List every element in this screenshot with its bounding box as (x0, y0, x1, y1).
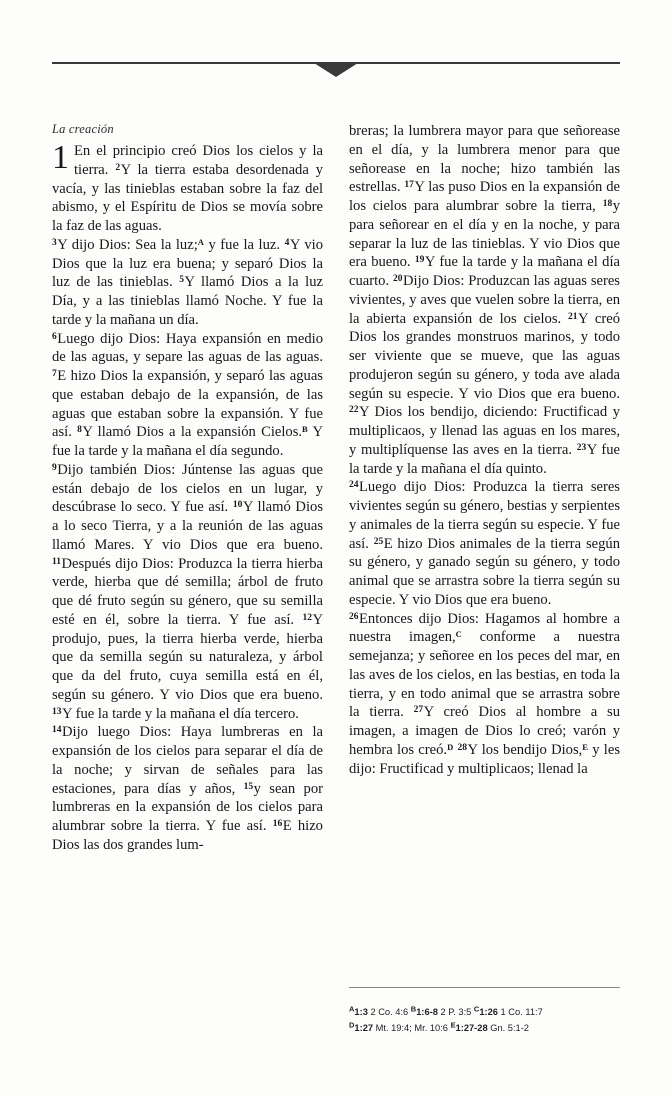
verse-number: 13 (52, 706, 62, 717)
footnotes-block (349, 1003, 620, 1036)
text-run: Y llamó Dios a la luz Día, y a las tinieblas llamó Noche. Y fue la tarde y la mañana un día. (52, 274, 323, 328)
text-run: Dijo luego Dios: Haya lumbreras en la expansión de los cielos para separar el día de la noche; y sirvan de señales para las estaciones, para días y años, (52, 724, 323, 797)
verse-number: 14 (52, 725, 62, 736)
footnote-entry-text: 2 P. 3:5 (440, 1006, 474, 1017)
section-title: La creación (52, 122, 114, 136)
footnote-entry-ref: 1:26 (479, 1006, 501, 1017)
footnote-marker[interactable]: C (455, 629, 462, 640)
paragraph (52, 330, 323, 461)
footnote-entry (410, 1004, 474, 1017)
left-column (52, 122, 323, 1042)
text-run: y para señorear en el día y en la noche, y para separar la luz de las tinieblas. Y vio Dios que era bueno. (349, 198, 620, 271)
verse-number: 17 (404, 180, 414, 191)
footnote-entry-marker: A (349, 1004, 355, 1014)
text-run: Y fue la tarde y la mañana el día quinto. (349, 441, 620, 477)
text-run: y sean por lumbreras en la expansión de los cielos para alumbrar sobre la tierra. Y fue así. (52, 780, 323, 834)
paragraph (349, 122, 620, 478)
text-run: Luego dijo Dios: Produzca la tierra seres vivientes según su género, bestias y serpientes y animales de la tierra según su especie. Y fue así. (349, 479, 620, 552)
text-run: E hizo Dios la expansión, y separó las aguas que estaban debajo de la expansión, de las aguas que estaban sobre la expansión. Y fue así. (52, 368, 323, 441)
verse-number: 5 (179, 275, 184, 286)
paragraph (349, 478, 620, 609)
footnote-entry (349, 1020, 451, 1034)
verse-number: 10 (232, 500, 243, 511)
paragraph (349, 610, 620, 779)
text-run: Y llamó Dios a lo seco Tierra, y a la reunión de las aguas llamó Mares. Y vio Dios que era bueno. (52, 499, 323, 553)
verse-number: 2 (115, 162, 121, 173)
verse-number: 7 (52, 369, 57, 380)
verse-number: 28 (457, 742, 467, 753)
verse-number: 18 (602, 199, 613, 210)
footnote-line (349, 1020, 620, 1036)
footnote-marker[interactable]: D (447, 741, 454, 752)
text-run: conforme a nuestra semejanza; y señoree en los peces del mar, en las aves de los cielos, en las bestias, en toda la tierra, y en todo animal que se arrastra sobre la tierra. (349, 629, 620, 721)
footnote-entry-ref: 1:27 (354, 1023, 376, 1034)
verse-number: 16 (272, 819, 283, 830)
chapter-number: 1 (52, 139, 69, 176)
text-run: E hizo Dios las dos grandes lum- (52, 818, 323, 853)
footnote-entry (450, 1020, 529, 1034)
text-run: Y vio Dios que la luz era buena; y separó Dios la luz de las tinieblas. (52, 236, 323, 291)
verse-number: 6 (52, 331, 57, 342)
triangle-down-icon (314, 63, 358, 77)
text-run: Y llamó Dios a la expansión Cielos. (82, 424, 303, 441)
verse-number: 12 (302, 612, 312, 623)
verse-number: 3 (52, 237, 57, 248)
footnote-entry (349, 1004, 411, 1017)
text-run: Después dijo Dios: Produzca la tierra hierba verde, hierba que dé semilla; árbol de fruto que dé fruto según su género, que su semilla esté en él, sobre la tierra. Y fue así. (52, 555, 323, 628)
paragraph (52, 236, 323, 330)
text-run: Dijo Dios: Produzcan las aguas seres vivientes, y aves que vuelen sobre la tierra, en la abierta expansión de los cielos. (349, 273, 620, 327)
footnotes-divider (349, 987, 620, 988)
text-run: En el principio creó Dios los cielos y la tierra. (74, 143, 323, 178)
text-run: Y dijo Dios: Sea la luz; (57, 236, 198, 253)
text-run: Y produjo, pues, la tierra hierba verde, hierba que da semilla según su naturaleza, y árbol que da del fruto, cuya semilla está en él, según su género. Y vio Dios que era bueno. (52, 611, 323, 703)
footnote-entry-ref: 1:27-28 (455, 1023, 491, 1034)
footnote-entry-marker: D (349, 1020, 355, 1030)
text-run: E hizo Dios animales de la tierra según su género, y ganado según su género, y todo animal que se arrastra sobre la tierra según su especie. Y vio Dios que era bueno. (349, 535, 621, 608)
text-run: Y fue la tarde y la mañana el día tercero. (62, 705, 299, 722)
footnote-entry-marker: C (473, 1004, 480, 1014)
verse-number: 19 (414, 255, 425, 266)
verse-number: 20 (392, 274, 403, 285)
text-run: Y Dios los bendijo, diciendo: Fructificad y multiplicaos, y llenad las aguas en los mares, y multiplíquense las aves en la tierra. (349, 404, 620, 458)
verse-number: 22 (349, 405, 359, 416)
paragraph (52, 139, 323, 236)
text-run: Entonces dijo Dios: Hagamos al hombre a nuestra imagen, (349, 610, 620, 646)
left-column-body (52, 139, 323, 855)
footnote-line (349, 1003, 620, 1019)
text-run: breras; la lumbrera mayor para que señorease en el día, y la lumbrera menor para que señorease en la noche; hizo también las estrellas. (349, 123, 620, 196)
text-run: Y los bendijo Dios, (467, 741, 583, 758)
verse-number: 21 (568, 311, 578, 322)
text-run: Y creó Dios los grandes monstruos marinos, y todo ser viviente que se mueve, que las aguas produjeron según su género, y toda ave alada según su especie. Y vio Dios que era bueno. (349, 310, 620, 402)
text-run: Y creó Dios al hombre a su imagen, a imagen de Dios lo creó; varón y hembra los creó. (349, 704, 621, 758)
footnote-entry-text: 2 Co. 4:6 (370, 1006, 411, 1017)
footnote-marker[interactable]: A (197, 236, 204, 247)
paragraph (52, 461, 323, 724)
text-run: Y la tierra estaba desordenada y vacía, y las tinieblas estaban sobre la faz del abismo, y el Espíritu de Dios se movía sobre la faz de las aguas. (52, 161, 323, 234)
text-run: Y fue la tarde y la mañana el día segundo. (52, 424, 323, 459)
verse-number: 26 (349, 611, 359, 622)
verse-number: 4 (284, 237, 290, 248)
paragraph (52, 723, 323, 854)
footnote-entry-text: Gn. 5:1-2 (490, 1023, 529, 1034)
verse-number: 15 (243, 781, 254, 792)
verse-number: 24 (349, 480, 359, 491)
footnote-marker[interactable]: E (582, 741, 588, 752)
text-columns (52, 122, 620, 1042)
verse-number: 8 (77, 425, 82, 436)
verse-number: 27 (413, 705, 424, 716)
verse-number: 23 (576, 442, 587, 453)
footnote-entry-text: 1 Co. 11:7 (500, 1006, 543, 1017)
footnote-entry-text: Mt. 19:4; Mr. 10:6 (375, 1023, 451, 1034)
footnote-entry (473, 1004, 543, 1017)
footnote-marker[interactable]: B (302, 424, 308, 435)
text-run: Dijo también Dios: Júntense las aguas que están debajo de los cielos en un lugar, y descúbrase lo seco. Y fue así. (52, 461, 323, 516)
verse-number: 25 (373, 536, 384, 547)
footnote-entry-ref: 1:6-8 (416, 1006, 441, 1017)
right-column-body (349, 122, 620, 778)
footnote-entry-ref: 1:3 (354, 1006, 371, 1017)
footnote-entry-marker: B (410, 1004, 417, 1014)
text-run: y fue la luz. (203, 236, 285, 253)
verse-number: 9 (52, 462, 57, 473)
verse-number: 11 (52, 556, 61, 567)
text-run: Y fue la tarde y la mañana el día cuarto. (349, 254, 620, 289)
footnote-entry-marker: E (450, 1020, 456, 1030)
right-column (349, 122, 620, 1042)
text-run: Luego dijo Dios: Haya expansión en medio de las aguas, y separe las aguas de las aguas. (52, 330, 323, 366)
text-run: Y las puso Dios en la expansión de los cielos para alumbrar sobre la tierra, (349, 179, 620, 214)
text-run: y les dijo: Fructificad y multiplicaos; llenad la (349, 741, 620, 777)
